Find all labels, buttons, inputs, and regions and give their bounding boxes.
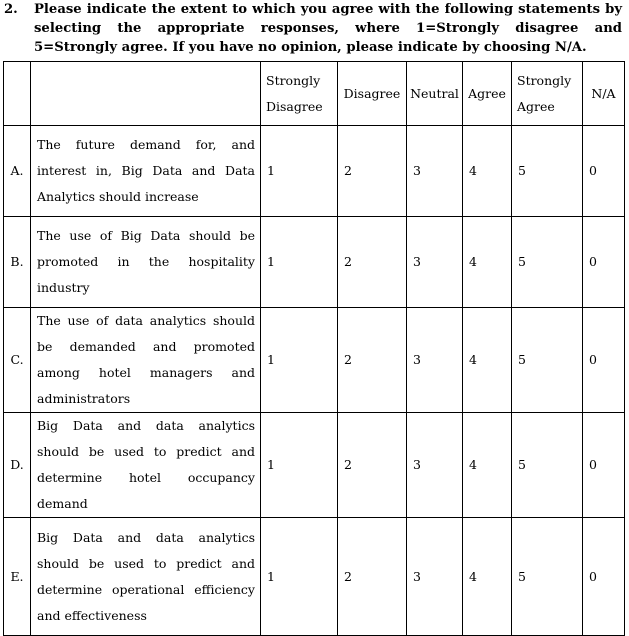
option-disagree[interactable]: 2 <box>338 126 407 217</box>
option-agree[interactable]: 4 <box>463 217 512 308</box>
option-neutral[interactable]: 3 <box>407 308 463 413</box>
option-strongly-agree[interactable]: 5 <box>512 413 583 518</box>
question-number: 2. <box>4 2 18 17</box>
question-block <box>4 0 622 57</box>
statement-cell <box>31 413 261 518</box>
row-statement: The use of data analytics should be demanded and promoted among hotel managers and administrators <box>37 313 255 406</box>
table-row <box>4 518 625 636</box>
header-neutral: Neutral <box>407 62 463 126</box>
header-agree: Agree <box>463 62 512 126</box>
option-na[interactable]: 0 <box>583 308 625 413</box>
option-neutral[interactable]: 3 <box>407 126 463 217</box>
header-blank-letter <box>4 62 31 126</box>
row-letter: A. <box>4 126 31 217</box>
statement-cell <box>31 518 261 636</box>
option-strongly-disagree[interactable]: 1 <box>261 308 338 413</box>
option-agree[interactable]: 4 <box>463 126 512 217</box>
option-disagree[interactable]: 2 <box>338 413 407 518</box>
option-neutral[interactable]: 3 <box>407 217 463 308</box>
header-na: N/A <box>583 62 625 126</box>
row-letter: B. <box>4 217 31 308</box>
question-text: Please indicate the extent to which you agree with the following statements by selecting the appropriate responses, where 1=Strongly disagree and 5=Strongly agree. If you have no opinion, please indicate by choosing N/A. <box>34 2 622 55</box>
statement-cell <box>31 217 261 308</box>
option-strongly-disagree[interactable]: 1 <box>261 518 338 636</box>
row-letter: E. <box>4 518 31 636</box>
row-statement: The use of Big Data should be promoted in the hospitality industry <box>37 228 255 295</box>
row-letter: C. <box>4 308 31 413</box>
option-neutral[interactable]: 3 <box>407 518 463 636</box>
option-strongly-disagree[interactable]: 1 <box>261 217 338 308</box>
row-statement: The future demand for, and interest in, Big Data and Data Analytics should increase <box>37 137 255 204</box>
statement-cell <box>31 308 261 413</box>
option-disagree[interactable]: 2 <box>338 518 407 636</box>
header-strongly-agree: Strongly Agree <box>512 62 583 126</box>
option-disagree[interactable]: 2 <box>338 308 407 413</box>
option-agree[interactable]: 4 <box>463 413 512 518</box>
option-na[interactable]: 0 <box>583 518 625 636</box>
row-statement: Big Data and data analytics should be used to predict and determine operational efficiency and effectiveness <box>37 529 255 623</box>
option-na[interactable]: 0 <box>583 217 625 308</box>
row-statement: Big Data and data analytics should be used to predict and determine hotel occupancy demand <box>37 418 255 511</box>
option-strongly-disagree[interactable]: 1 <box>261 126 338 217</box>
option-strongly-agree[interactable]: 5 <box>512 518 583 636</box>
option-neutral[interactable]: 3 <box>407 413 463 518</box>
option-disagree[interactable]: 2 <box>338 217 407 308</box>
option-na[interactable]: 0 <box>583 413 625 518</box>
option-strongly-agree[interactable]: 5 <box>512 308 583 413</box>
option-agree[interactable]: 4 <box>463 518 512 636</box>
header-disagree: Disagree <box>338 62 407 126</box>
table-row <box>4 126 625 217</box>
header-blank-statement <box>31 62 261 126</box>
table-row <box>4 413 625 518</box>
likert-table <box>3 61 625 636</box>
row-letter: D. <box>4 413 31 518</box>
table-row <box>4 217 625 308</box>
option-na[interactable]: 0 <box>583 126 625 217</box>
option-agree[interactable]: 4 <box>463 308 512 413</box>
option-strongly-agree[interactable]: 5 <box>512 126 583 217</box>
table-row <box>4 308 625 413</box>
option-strongly-disagree[interactable]: 1 <box>261 413 338 518</box>
header-strongly-disagree: Strongly Disagree <box>261 62 338 126</box>
header-row <box>4 62 625 126</box>
option-strongly-agree[interactable]: 5 <box>512 217 583 308</box>
statement-cell <box>31 126 261 217</box>
